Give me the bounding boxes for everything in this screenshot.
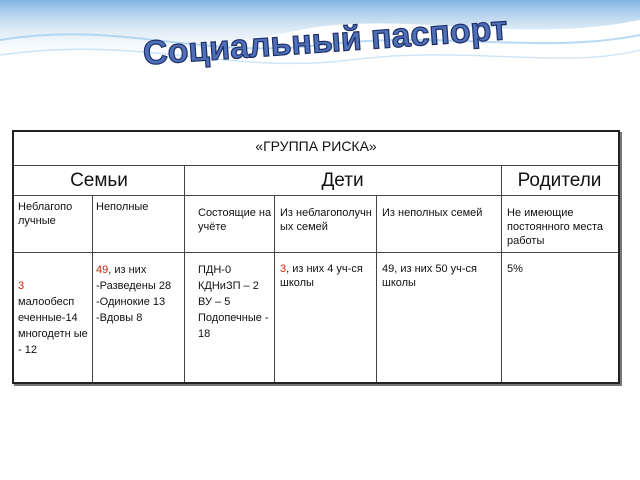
table-header: «ГРУППА РИСКА» [255,138,377,154]
from-dysfunctional-count: 3 [280,263,287,275]
col-head-dysfunctional: Неблагопо лучные [18,201,73,227]
risk-group-table [12,130,620,384]
col-body-registered: ПДН-0 КДНиЗП – 2 ВУ – 5 Подопечные - 18 [198,264,269,340]
col-head-from-dysfunctional: Из неблагополучн ых семей [280,207,372,233]
col-head-incomplete: Неполные [96,201,149,213]
col-body-from-dysfunctional: 3, из них 4 уч-ся школы [280,263,363,289]
incomplete-count: 49 [96,264,109,276]
col-body-from-incomplete: 49, из них 50 уч-ся школы [382,263,478,289]
group-parents: Родители [517,170,602,191]
group-children: Дети [321,170,364,191]
col-head-unemployed: Не имеющие постоянного места работы [507,207,603,247]
col-body-unemployed: 5% [507,263,523,275]
col-body-incomplete: 49, из них -Разведены 28 -Одинокие 13 -Вдовы 8 [96,264,172,324]
col-head-registered: Состоящие на учёте [198,207,272,233]
page-title-text: Социальный паспорт [141,9,509,73]
col-head-from-incomplete: Из неполных семей [382,207,483,219]
group-families: Семьи [70,170,128,191]
col-body-dysfunctional: 3 малообесп еченные-14 многодетн ые - 12 [18,280,88,356]
dysfunctional-count: 3 [18,280,25,292]
page-title [141,8,509,73]
